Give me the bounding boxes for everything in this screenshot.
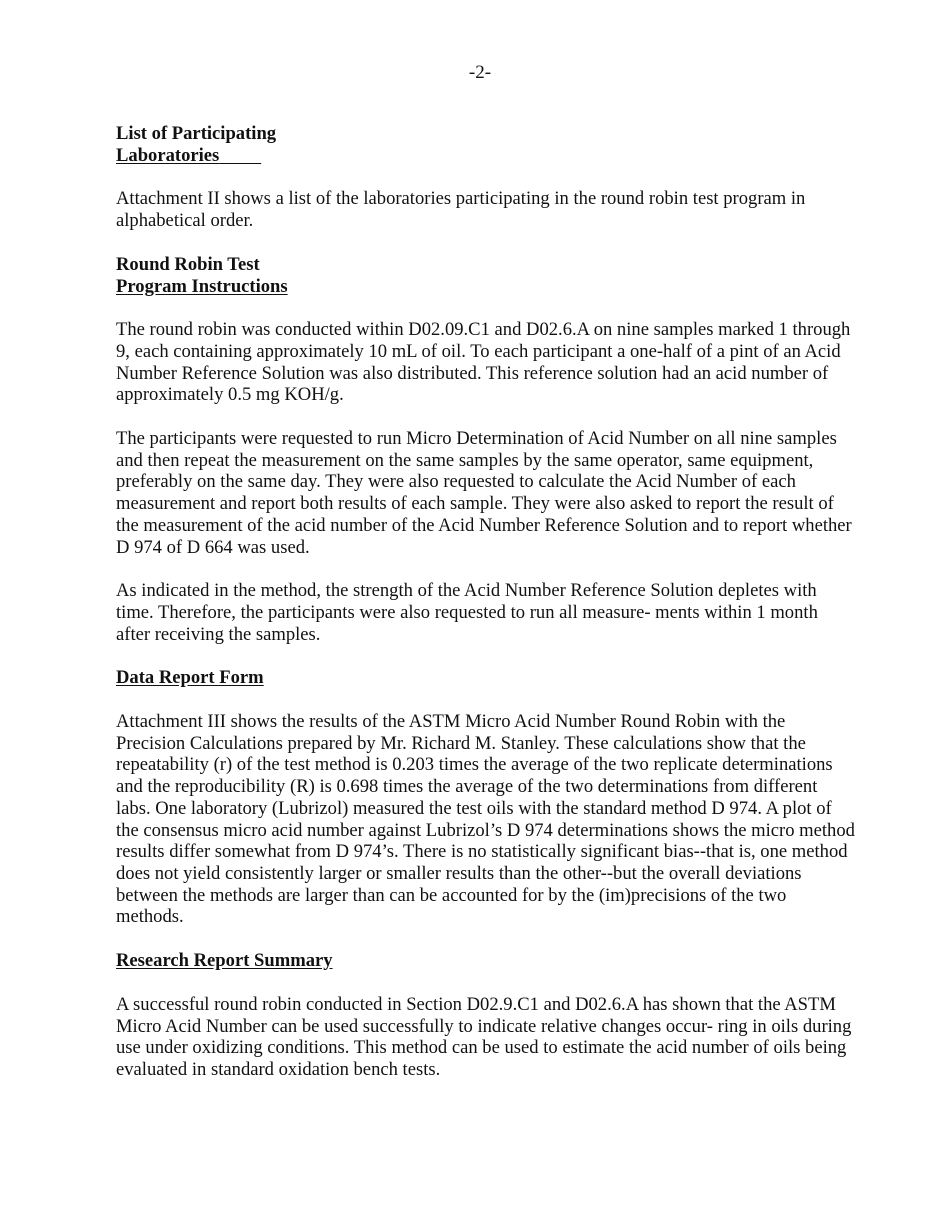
paragraph-instructions-2: The participants were requested to run Micro Determination of Acid Number on all nine samples and then repeat the measurement on the same samples by the same operator, same equipment, preferably on the same day. They were also requested to calculate the Acid Number of each measurement and report both results of each sample. They were also asked to report the result of the measurement of the acid number of the Acid Number Reference Solution and to report whether D 974 of D 664 was used. [116, 428, 852, 558]
heading-round-robin-instructions [116, 254, 856, 297]
paragraph-summary: A successful round robin conducted in Section D02.9.C1 and D02.6.A has shown that the ASTM Micro Acid Number can be used successfully to indicate relative changes occur- ring in oils during use under oxidizing conditions. This method can be used to estimate the acid number of oils being evaluated in standard oxidation bench tests. [116, 993, 852, 1080]
heading-line-underlined: Data Report Form [116, 667, 264, 689]
heading-data-report-form [116, 667, 856, 689]
document-body [116, 123, 856, 1081]
page-number: -2- [468, 62, 492, 83]
heading-line-underlined: Laboratories [116, 144, 220, 166]
paragraph-participating: Attachment II shows a list of the laboratories participating in the round robin test program in alphabetical order. [116, 188, 806, 232]
paragraph-instructions-1: The round robin was conducted within D02.09.C1 and D02.6.A on nine samples marked 1 through 9, each containing approximately 10 mL of oil. To each participant a one-half of a pint of an Acid Number Reference Solution was also distributed. This reference solution had an acid number of approximately 0.5 mg KOH/g. [116, 319, 851, 406]
paragraph-instructions-3: As indicated in the method, the strength of the Acid Number Reference Solution depletes with time. Therefore, the participants were also requested to run all measure- ments within 1 month after receiving the samples. [116, 580, 818, 645]
heading-line-underlined: Program Instructions [116, 275, 288, 297]
paragraph-data-report: Attachment III shows the results of the ASTM Micro Acid Number Round Robin with the Precision Calculations prepared by Mr. Richard M. Stanley. These calculations show that the repeatability (r) of the test method is 0.203 times the average of the two replicate determinations and the reproducibility (R) is 0.698 times the average of the two determinations from different labs. One laboratory (Lubrizol) measured the test oils with the standard method D 974. A plot of the consensus micro acid number against Lubrizol’s D 974 determinations shows the micro method results differ somewhat from D 974’s. There is no statistically significant bias--that is, one method does not yield consistently larger or smaller results than the other--but the overall deviations between the methods are larger than can be accounted for by the (im)precisions of the two methods. [116, 711, 855, 928]
heading-participating-laboratories [116, 123, 856, 166]
heading-line: Round Robin Test [116, 253, 260, 275]
heading-research-report-summary [116, 950, 856, 972]
heading-line-underlined: Research Report Summary [116, 950, 333, 972]
heading-line: List of Participating [116, 123, 277, 144]
